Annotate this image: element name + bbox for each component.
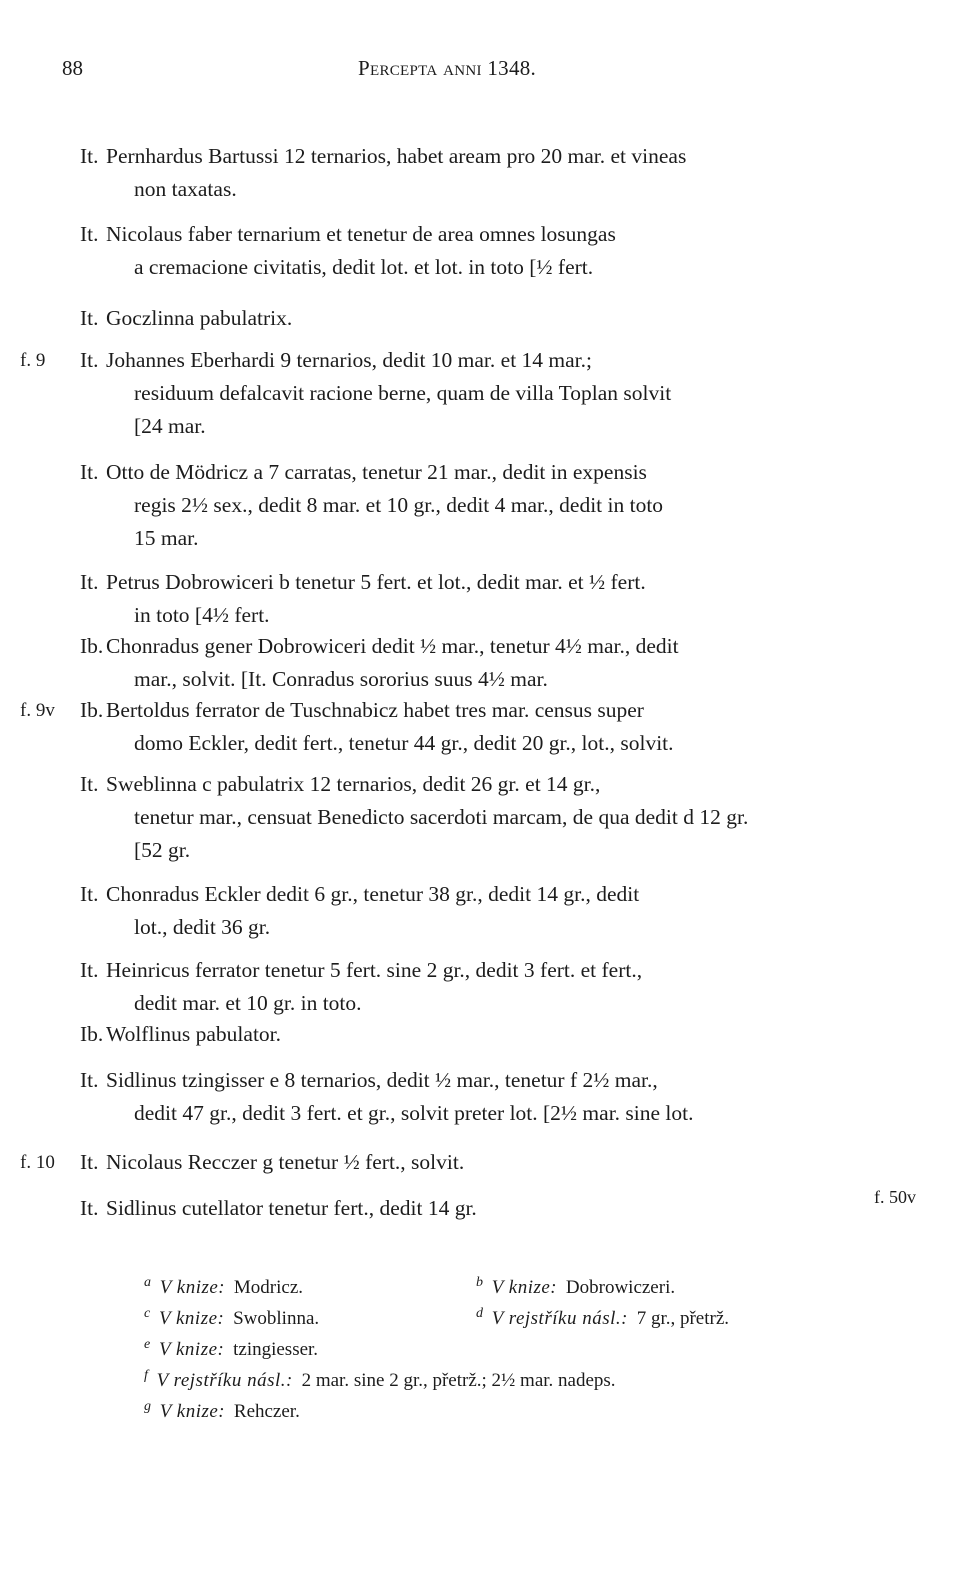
footnote-row: [144, 1303, 864, 1334]
entry-line: Pernhardus Bartussi 12 ternarios, habet aream pro 20 mar. et vineas: [106, 144, 687, 168]
entry-line: Nicolaus Recczer g tenetur ½ fert., solvit.: [106, 1150, 465, 1174]
footnote-row: [144, 1365, 864, 1396]
entry-prefix: It.: [80, 460, 99, 484]
footnote-text: 7 gr., přetrž.: [636, 1308, 730, 1329]
footnote-row: [144, 1272, 864, 1303]
entry-line: in toto [4½ fert.: [134, 603, 270, 627]
entry-line: Sidlinus tzingisser e 8 ternarios, dedit ½ mar., tenetur f 2½ mar.,: [106, 1068, 658, 1092]
entry-line: 15 mar.: [134, 526, 199, 550]
footnote-a: [144, 1272, 303, 1303]
entry-line: Johannes Eberhardi 9 ternarios, dedit 10 mar. et 14 mar.;: [106, 348, 593, 372]
folio-ref: f. 9: [20, 350, 46, 371]
footnote-mark: b: [476, 1274, 483, 1290]
footnote-text: Dobrowiczeri.: [565, 1277, 676, 1298]
entry-text: [106, 630, 878, 696]
entry-line: residuum defalcavit racione berne, quam de villa Toplan solvit: [134, 381, 672, 405]
entry-text: [106, 954, 878, 1020]
entry-line: a cremacione civitatis, dedit lot. et lot. in toto [½ fert.: [134, 255, 594, 279]
entry-line: Bertoldus ferrator de Tuschnabicz habet tres mar. census super: [106, 698, 644, 722]
entry-line: Chonradus gener Dobrowiceri dedit ½ mar., tenetur 4½ mar., dedit: [106, 634, 679, 658]
footnote-mark: f: [144, 1367, 148, 1383]
footnote-row: [144, 1396, 864, 1427]
page-header: [62, 56, 900, 90]
entry-prefix: It.: [80, 222, 99, 246]
entry-text: [106, 218, 878, 284]
entry-text: [106, 566, 878, 632]
footnote-mark: d: [476, 1305, 483, 1321]
entry-text: [106, 878, 878, 944]
entry-line: Petrus Dobrowiceri b tenetur 5 fert. et lot., dedit mar. et ½ fert.: [106, 570, 646, 594]
footnote-f: [144, 1365, 616, 1396]
entry-line: Otto de Mödricz a 7 carratas, tenetur 21 mar., dedit in expensis: [106, 460, 647, 484]
footnote-source: V rejstříku násl.:: [156, 1370, 293, 1391]
footnote-mark: e: [144, 1336, 151, 1352]
footnote-source: V knize:: [159, 1277, 226, 1298]
entry-text: [106, 768, 878, 867]
footnote-text: Rehczer.: [233, 1401, 300, 1422]
entry-prefix: It.: [80, 306, 99, 330]
footnotes: [144, 1272, 864, 1427]
folio-ref: f. 10: [20, 1152, 55, 1173]
entry-line: non taxatas.: [134, 177, 237, 201]
right-folio-ref: f. 50v: [874, 1187, 916, 1207]
entry-line: domo Eckler, dedit fert., tenetur 44 gr., dedit 20 gr., lot., solvit.: [134, 731, 674, 755]
footnote-mark: c: [144, 1305, 151, 1321]
entry-line: Goczlinna pabulatrix.: [106, 306, 293, 330]
entry-line: Wolflinus pabulator.: [106, 1022, 282, 1046]
entry-text: [106, 456, 878, 555]
folio-ref: f. 9v: [20, 700, 55, 721]
entry-line: regis 2½ sex., dedit 8 mar. et 10 gr., dedit 4 mar., dedit in toto: [134, 493, 664, 517]
entry-text: [106, 1146, 878, 1179]
footnote-row: [144, 1334, 864, 1365]
entry-prefix: It.: [80, 958, 99, 982]
entry-line: [24 mar.: [134, 414, 206, 438]
footnote-d: [476, 1303, 729, 1334]
entry-prefix: It.: [80, 348, 99, 372]
footnote-e: [144, 1334, 318, 1365]
entry-prefix: Ib.: [80, 1022, 104, 1046]
entry-prefix: Ib.: [80, 634, 104, 658]
entry-line: Nicolaus faber ternarium et tenetur de area omnes losungas: [106, 222, 616, 246]
entry-line: dedit mar. et 10 gr. in toto.: [134, 991, 362, 1015]
running-title: Percepta anni 1348.: [358, 56, 537, 80]
footnote-text: tzingiesser.: [233, 1339, 319, 1360]
entry-text: [106, 302, 878, 335]
entry-prefix: It.: [80, 1150, 99, 1174]
footnote-source: V knize:: [158, 1339, 225, 1360]
entry-prefix: It.: [80, 144, 99, 168]
footnote-text: Modricz.: [233, 1277, 304, 1298]
footnote-source: V rejstříku násl.:: [491, 1308, 628, 1329]
entry-line: tenetur mar., censuat Benedicto sacerdoti marcam, de qua dedit d 12 gr.: [134, 805, 749, 829]
footnote-text: Swoblinna.: [233, 1308, 320, 1329]
footnote-source: V knize:: [158, 1308, 225, 1329]
entry-line: dedit 47 gr., dedit 3 fert. et gr., solvit preter lot. [2½ mar. sine lot.: [134, 1101, 694, 1125]
entry-line: lot., dedit 36 gr.: [134, 915, 271, 939]
footnote-mark: g: [144, 1398, 151, 1414]
entry-prefix: It.: [80, 1068, 99, 1092]
entry-text: [106, 140, 878, 206]
footnote-text: 2 mar. sine 2 gr., přetrž.; 2½ mar. nadeps.: [301, 1370, 616, 1391]
footnote-g: [144, 1396, 300, 1427]
page-number: 88: [62, 56, 83, 80]
entry-text: [106, 344, 878, 443]
entry-prefix: It.: [80, 1196, 99, 1220]
entry-text: [106, 1018, 878, 1051]
entry-text: [106, 1064, 878, 1130]
entry-prefix: It.: [80, 882, 99, 906]
entry-prefix: Ib.: [80, 698, 104, 722]
footnote-source: V knize:: [159, 1401, 226, 1422]
entry-line: Chonradus Eckler dedit 6 gr., tenetur 38 gr., dedit 14 gr., dedit: [106, 882, 640, 906]
footnote-c: [144, 1303, 319, 1334]
entry-line: Sweblinna c pabulatrix 12 ternarios, dedit 26 gr. et 14 gr.,: [106, 772, 601, 796]
entry-text: [106, 1192, 878, 1225]
entry-prefix: It.: [80, 570, 99, 594]
entry-text: [106, 694, 878, 760]
entry-line: [52 gr.: [134, 838, 191, 862]
entry-line: Sidlinus cutellator tenetur fert., dedit 14 gr.: [106, 1196, 477, 1220]
footnote-b: [476, 1272, 675, 1303]
entry-line: mar., solvit. [It. Conradus sororius suus 4½ mar.: [134, 667, 548, 691]
footnote-source: V knize:: [491, 1277, 558, 1298]
footnote-mark: a: [144, 1274, 151, 1290]
entry-line: Heinricus ferrator tenetur 5 fert. sine 2 gr., dedit 3 fert. et fert.,: [106, 958, 643, 982]
entry-prefix: It.: [80, 772, 99, 796]
